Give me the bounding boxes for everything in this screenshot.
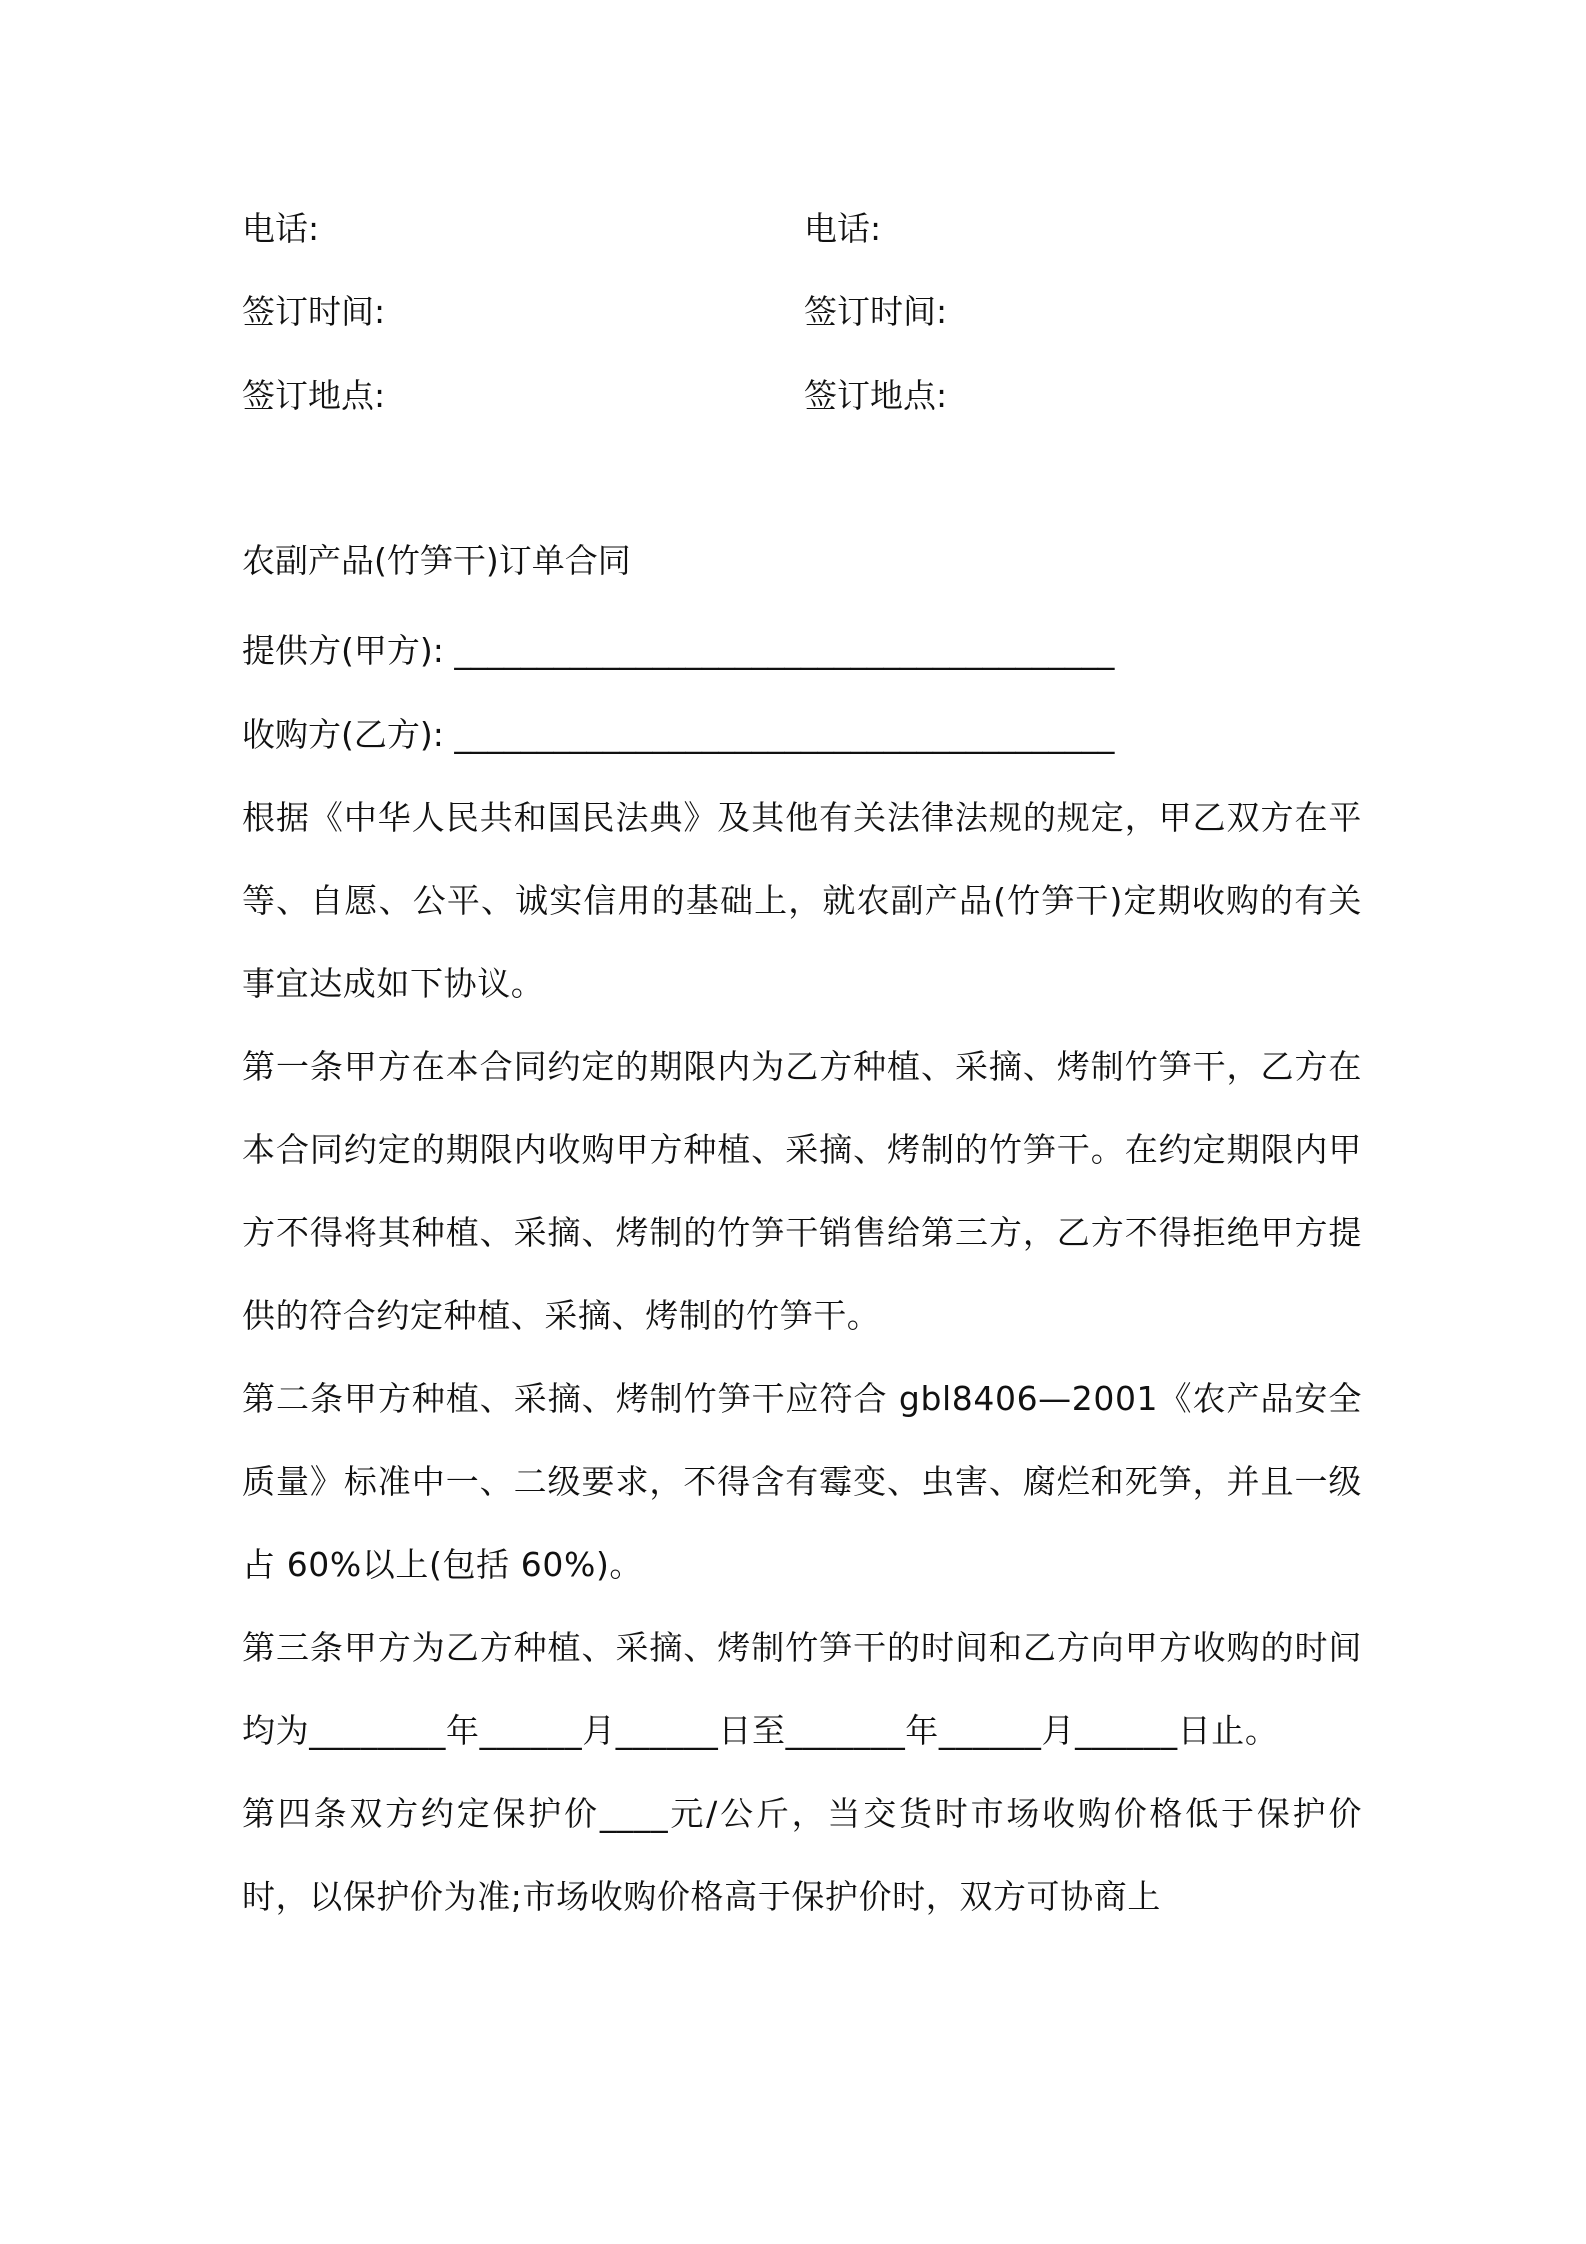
- sign-time-row: [242, 282, 1362, 342]
- party-a-sign-place-label: 签订地点:: [242, 376, 386, 415]
- supplier-party-line: 提供方(甲方): ________________________________________: [242, 631, 1115, 670]
- contract-preamble: 根据《中华人民共和国民法典》及其他有关法律法规的规定，甲乙双方在平等、自愿、公平、诚实信用的基础上，就农副产品(竹笋干)定期收购的有关事宜达成如下协议。: [242, 798, 1362, 1003]
- party-b-sign-place-label: 签订地点:: [804, 376, 948, 415]
- clause-3: 第三条甲方为乙方种植、采摘、烤制竹笋干的时间和乙方向甲方收购的时间均为________年______月______日至_______年______月______日止。: [242, 1628, 1362, 1750]
- buyer-party-line: 收购方(乙方): ________________________________________: [242, 715, 1115, 754]
- clause-2: 第二条甲方种植、采摘、烤制竹笋干应符合 gbl8406—2001《农产品安全质量》标准中一、二级要求，不得含有霉变、虫害、腐烂和死笋，并且一级占 60%以上(包括 60%)。: [242, 1379, 1362, 1584]
- phone-row: [242, 199, 1362, 259]
- party-a-phone-label: 电话:: [242, 209, 320, 248]
- party-b-phone-label: 电话:: [804, 209, 882, 248]
- party-b-sign-time-label: 签订时间:: [804, 292, 948, 331]
- clause-1: 第一条甲方在本合同约定的期限内为乙方种植、采摘、烤制竹笋干，乙方在本合同约定的期限内收购甲方种植、采摘、烤制的竹笋干。在约定期限内甲方不得将其种植、采摘、烤制的竹笋干销售给第三方，乙方不得拒绝甲方提供的符合约定种植、采摘、烤制的竹笋干。: [242, 1047, 1362, 1335]
- contract-body: [242, 776, 1362, 1938]
- party-a-sign-time-label: 签订时间:: [242, 292, 386, 331]
- contract-title: 农副产品(竹笋干)订单合同: [242, 541, 631, 580]
- sign-place-row: [242, 366, 1362, 426]
- clause-4: 第四条双方约定保护价____元/公斤，当交货时市场收购价格低于保护价时，以保护价为准;市场收购价格高于保护价时，双方可协商上: [242, 1794, 1362, 1916]
